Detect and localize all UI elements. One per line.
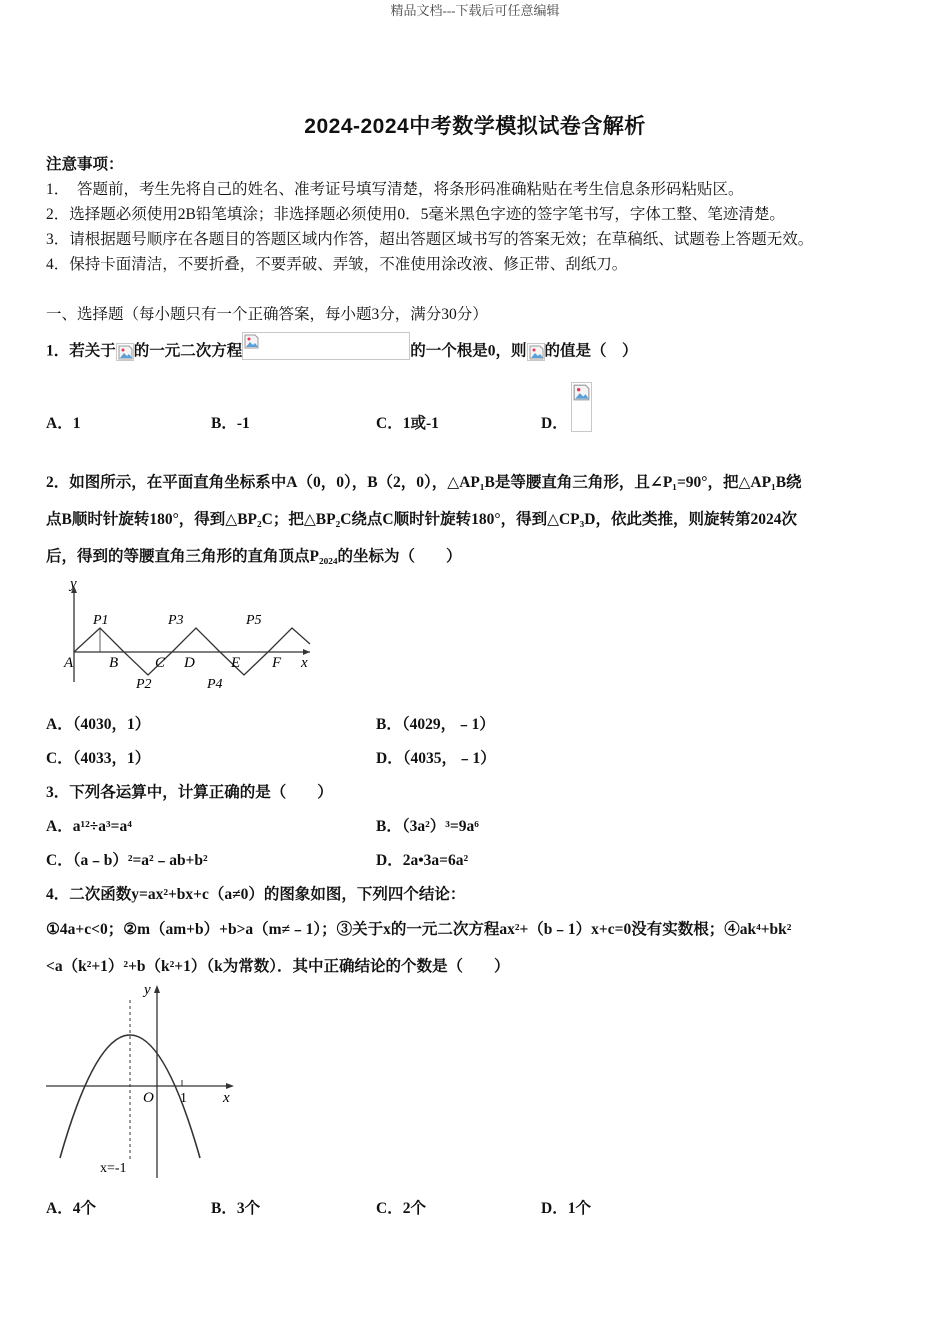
q1-option-b: B．-1	[211, 415, 250, 432]
q3-option-a: A．a¹²÷a³=a⁴	[46, 818, 132, 835]
fig4-axis-label: x=-1	[100, 1161, 127, 1176]
q4-option-a: A．4个	[46, 1200, 96, 1217]
q1-option-c: C．1或-1	[376, 415, 439, 432]
q4-stem: 4．二次函数y=ax²+bx+c（a≠0）的图象如图，下列四个结论：	[46, 886, 466, 903]
fig2-label-a: A	[64, 655, 74, 671]
q2-line-3: 后，得到的等腰直角三角形的直角顶点P₂₀₂₄的坐标为（ ）	[46, 548, 462, 565]
notes-heading: 注意事项：	[46, 156, 124, 173]
fig2-label-p3: P3	[168, 613, 184, 628]
q1-text-c: 的一个根是0，则	[410, 342, 527, 360]
q2-option-b: B．（4029，﹣1）	[376, 716, 495, 733]
q2-figure	[60, 578, 320, 696]
fig4-label-o: O	[143, 1090, 154, 1106]
q1-option-d: D．	[541, 415, 568, 432]
q2-option-a: A．（4030，1）	[46, 716, 151, 733]
fig2-label-d: D	[184, 655, 195, 671]
q3-option-b: B．（3a²）³=9a⁶	[376, 818, 479, 835]
q2-line-2: 点B顺时针旋转180°，得到△BP₂C；把△BP₂C绕点C顺时针旋转180°，得到△CP₃D，依此类推，则旋转第2024次	[46, 511, 797, 528]
note-4: 4．保持卡面清洁，不要折叠，不要弄破、弄皱，不准使用涂改液、修正带、刮纸刀。	[46, 256, 628, 273]
q3-stem: 3．下列各运算中，计算正确的是（ ）	[46, 784, 333, 801]
q3-option-c: C．（a﹣b）²=a²﹣ab+b²	[46, 852, 208, 869]
fig2-label-c: C	[155, 655, 166, 671]
note-2: 2．选择题必须使用2B铅笔填涂；非选择题必须使用0．5毫米黑色字迹的签字笔书写，字体工整、笔迹清楚。	[46, 206, 785, 223]
q2-option-c: C．（4033，1）	[46, 750, 151, 767]
fig4-label-one: 1	[180, 1091, 187, 1106]
note-3: 3．请根据题号顺序在各题目的答题区域内作答，超出答题区域书写的答案无效；在草稿纸、试题卷上答题无效。	[46, 231, 814, 248]
fig2-label-p1: P1	[93, 613, 109, 628]
section-heading: 一、选择题（每小题只有一个正确答案，每小题3分，满分30分）	[46, 306, 488, 323]
option-d-image-placeholder	[571, 382, 592, 432]
q1-option-a: A．1	[46, 415, 81, 432]
q4-option-b: B．3个	[211, 1200, 261, 1217]
q1-text-d: 的值是（ ）	[544, 342, 638, 360]
fig2-label-e: E	[231, 655, 241, 671]
q1-text-a: 1．若关于	[46, 342, 116, 360]
q2-option-d: D．（4035，﹣1）	[376, 750, 496, 767]
fig2-label-b: B	[109, 655, 119, 671]
fig4-label-x: x	[223, 1090, 230, 1106]
fig2-label-p4: P4	[207, 677, 223, 692]
q4-figure	[40, 980, 240, 1180]
fig2-label-p5: P5	[246, 613, 262, 628]
fig4-label-y: y	[144, 982, 151, 998]
broken-image-icon	[527, 343, 545, 361]
broken-image-icon	[116, 343, 134, 361]
q3-option-d: D．2a•3a=6a²	[376, 852, 469, 869]
broken-image-icon	[242, 332, 410, 360]
fig2-label-f: F	[272, 655, 282, 671]
q2-line-1: 2．如图所示，在平面直角坐标系中A（0，0），B（2，0），△AP₁B是等腰直角三角形，且∠P₁=90°，把△AP₁B绕	[46, 474, 802, 491]
q1-text-b: 的一元二次方程	[133, 342, 243, 360]
page-header: 精品文档---下载后可任意编辑	[390, 3, 560, 18]
question-1	[46, 338, 638, 366]
note-1: 1． 答题前，考生先将自己的姓名、准考证号填写清楚，将条形码准确粘贴在考生信息条形码粘贴区。	[46, 181, 744, 198]
q4-option-c: C．2个	[376, 1200, 426, 1217]
q4-line-3: <a（k²+1）²+b（k²+1）（k为常数）．其中正确结论的个数是（ ）	[46, 958, 510, 975]
q4-line-2: ①4a+c<0；②m（am+b）+b>a（m≠﹣1）；③关于x的一元二次方程ax²+（b﹣1）x+c=0没有实数根；④ak⁴+bk²	[46, 921, 792, 938]
page-title: 2024-2024中考数学模拟试卷含解析	[304, 115, 646, 138]
broken-image-icon	[573, 384, 590, 401]
fig2-label-p2: P2	[136, 677, 152, 692]
q4-option-d: D．1个	[541, 1200, 591, 1217]
fig2-label-y: y	[70, 578, 77, 592]
fig2-label-x: x	[301, 655, 308, 671]
